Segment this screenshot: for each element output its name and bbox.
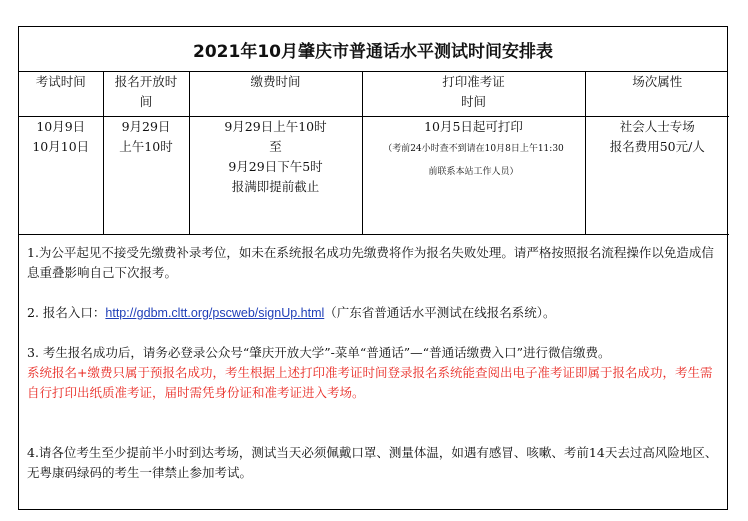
table-row bbox=[19, 117, 729, 235]
cell-print-time: 10月5日起可打印 （考前24小时查不到请在10月8日上午11:30 前联系本站工作人员） bbox=[362, 117, 585, 235]
cell-exam-time: 10月9日 10月10日 bbox=[19, 117, 103, 235]
header-fee-time: 缴费时间 bbox=[189, 72, 362, 117]
page-title: 2021年10月肇庆市普通话水平测试时间安排表 bbox=[19, 27, 727, 72]
header-print-time: 打印准考证 时间 bbox=[362, 72, 585, 117]
note-4: 4.请各位考生至少提前半小时到达考场，测试当天必须佩戴口罩、测量体温，如遇有感冒、咳嗽、考前14天去过高风险地区、无粤康码绿码的考生一律禁止参加考试。 bbox=[27, 445, 718, 480]
registration-link[interactable]: http://gdbm.cltt.org/pscweb/signUp.html bbox=[105, 306, 325, 320]
header-reg-open: 报名开放时 间 bbox=[103, 72, 189, 117]
cell-reg-open: 9月29日 上午10时 bbox=[103, 117, 189, 235]
header-session-attr: 场次属性 bbox=[585, 72, 729, 117]
schedule-grid bbox=[19, 72, 729, 235]
cell-fee-time: 9月29日上午10时 至 9月29日下午5时 报满即提前截止 bbox=[189, 117, 362, 235]
note-3: 3. 考生报名成功后，请务必登录公众号“肇庆开放大学”-菜单“普通话”—“普通话缴费入口”进行微信缴费。 bbox=[27, 345, 611, 360]
note-1: 1.为公平起见不接受先缴费补录考位，如未在系统报名成功先缴费将作为报名失败处理。请严格按照报名流程操作以免造成信息重叠影响自己下次报考。 bbox=[27, 245, 714, 280]
header-exam-time: 考试时间 bbox=[19, 72, 103, 117]
schedule-table bbox=[18, 26, 728, 510]
note-3-warning: 系统报名+缴费只属于预报名成功，考生根据上述打印准考证时间登录报名系统能查阅出电子准考证即属于报名成功，考生需自行打印出纸质准考证，届时需凭身份证和准考证进入考场。 bbox=[27, 365, 713, 400]
cell-session-attr: 社会人士专场 报名费用50元/人 bbox=[585, 117, 729, 235]
header-row bbox=[19, 72, 729, 117]
notes-section bbox=[19, 235, 727, 483]
note-2: 2. 报名入口：http://gdbm.cltt.org/pscweb/signUp.html（广东省普通话水平测试在线报名系统）。 bbox=[27, 305, 556, 320]
